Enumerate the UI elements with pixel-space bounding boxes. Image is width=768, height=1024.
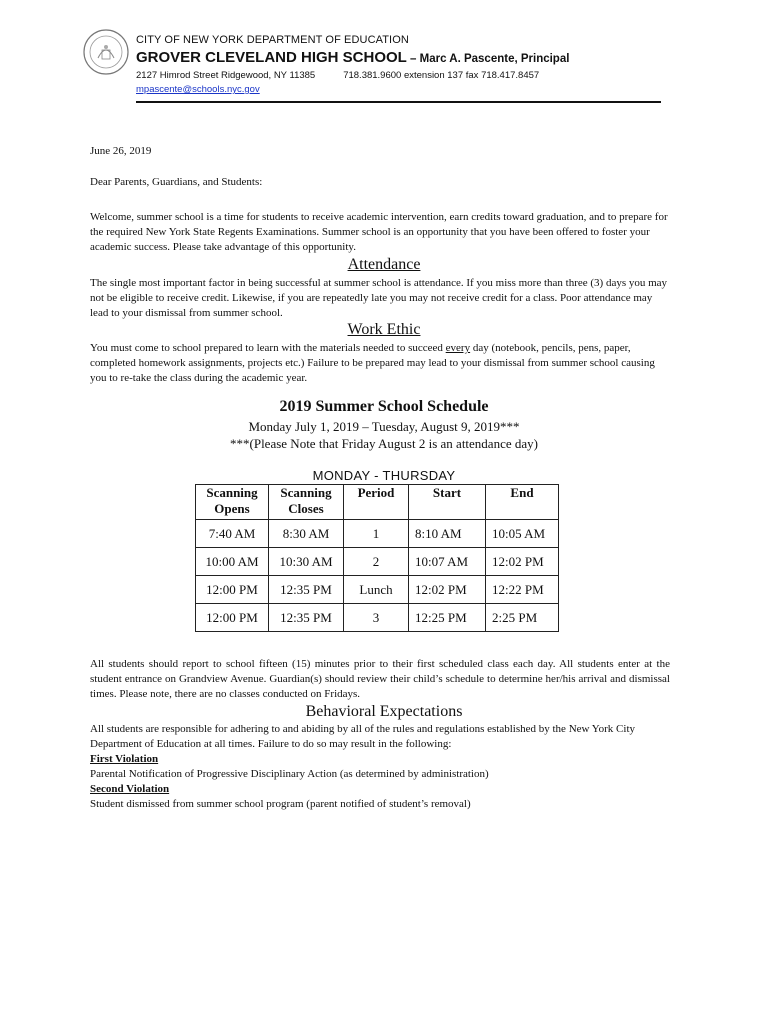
schedule-note: ***(Please Note that Friday August 2 is an attendance day) xyxy=(230,436,538,451)
table-cell: 10:07 AM xyxy=(409,548,486,576)
work-ethic-paragraph xyxy=(90,341,670,386)
work-ethic-text-2: day (notebook, pencils, pens, paper, completed homework assignments, projects etc.) Failure to be prepared may lead to your dismissal from summer school causing you to re-take the class during the academic year. xyxy=(90,342,655,384)
address-line xyxy=(136,70,569,81)
school-name-line xyxy=(136,49,569,66)
schedule-header-row xyxy=(196,485,559,520)
schedule-dates: Monday July 1, 2019 – Tuesday, August 9, 2019*** xyxy=(248,419,520,434)
table-cell: 12:35 PM xyxy=(269,604,344,632)
letter-date: June 26, 2019 xyxy=(90,145,152,157)
table-cell: 12:22 PM xyxy=(486,576,559,604)
arrival-paragraph: All students should report to school fifteen (15) minutes prior to their first scheduled class each day. All students enter at the student entrance on Grandview Avenue. Guardian(s) should review their child’s schedule to determine her/his arrival and dismissal times. Please note, there are no classes conducted on Fridays. xyxy=(90,658,670,700)
schedule-title: 2019 Summer School Schedule xyxy=(279,398,489,415)
intro-paragraph: Welcome, summer school is a time for students to receive academic intervention, earn credits toward graduation, and to prepare for the required New York State Regents Examinations. Summer school is an opportunity that you have been offered to foster your academic success. Please take advantage of this opportunity. xyxy=(90,211,668,253)
principal-name: – Marc A. Pascente, Principal xyxy=(406,53,570,65)
table-cell: 3 xyxy=(344,604,409,632)
salutation: Dear Parents, Guardians, and Students: xyxy=(90,176,263,188)
table-row xyxy=(196,520,559,548)
attendance-heading: Attendance xyxy=(347,256,421,273)
second-violation-text: Student dismissed from summer school program (parent notified of student’s removal) xyxy=(90,798,471,810)
table-cell: 12:02 PM xyxy=(409,576,486,604)
letterhead xyxy=(136,34,569,95)
letterhead-divider xyxy=(136,101,661,103)
table-row xyxy=(196,576,559,604)
table-cell: 2 xyxy=(344,548,409,576)
table-cell: 10:30 AM xyxy=(269,548,344,576)
table-cell: 7:40 AM xyxy=(196,520,269,548)
table-cell: 12:25 PM xyxy=(409,604,486,632)
table-row xyxy=(196,548,559,576)
table-cell: 12:02 PM xyxy=(486,548,559,576)
attendance-paragraph: The single most important factor in being successful at summer school is attendance. If you miss more than three (3) days you may not be eligible to receive credit. Likewise, if you are repeatedly late you may not receive credit for a class. Poor attendance may lead to your dismissal from summer school. xyxy=(90,277,668,319)
work-ethic-heading: Work Ethic xyxy=(347,321,421,338)
second-violation-label: Second Violation xyxy=(90,783,170,795)
schedule-caption: MONDAY - THURSDAY xyxy=(312,468,456,483)
column-header-scanning-opens: Scanning Opens xyxy=(196,485,269,520)
school-phone: 718.381.9600 extension 137 fax 718.417.8457 xyxy=(343,70,540,81)
table-cell: 10:00 AM xyxy=(196,548,269,576)
first-violation-text: Parental Notification of Progressive Disciplinary Action (as determined by administration) xyxy=(90,768,489,780)
work-ethic-text-1: You must come to school prepared to learn with the materials needed to succeed xyxy=(90,342,446,354)
principal-email-link[interactable]: mpascente@schools.nyc.gov xyxy=(136,84,260,95)
nyc-doe-seal-icon xyxy=(82,28,130,76)
column-header-start: Start xyxy=(409,485,486,520)
table-cell: 8:10 AM xyxy=(409,520,486,548)
table-cell: Lunch xyxy=(344,576,409,604)
table-row xyxy=(196,604,559,632)
table-cell: 8:30 AM xyxy=(269,520,344,548)
table-cell: 2:25 PM xyxy=(486,604,559,632)
table-cell: 1 xyxy=(344,520,409,548)
school-name: GROVER CLEVELAND HIGH SCHOOL xyxy=(136,49,407,66)
schedule-table xyxy=(195,484,559,632)
department-name: CITY OF NEW YORK DEPARTMENT OF EDUCATION xyxy=(136,34,409,46)
table-cell: 12:35 PM xyxy=(269,576,344,604)
column-header-scanning-closes: Scanning Closes xyxy=(269,485,344,520)
column-header-end: End xyxy=(486,485,559,520)
school-address: 2127 Himrod Street Ridgewood, NY 11385 xyxy=(136,70,316,81)
table-cell: 10:05 AM xyxy=(486,520,559,548)
work-ethic-emphasis: every xyxy=(445,342,471,354)
behavior-paragraph: All students are responsible for adhering to and abiding by all of the rules and regulations established by the New York City Department of Education at all times. Failure to do so may result in the following: xyxy=(90,723,636,750)
first-violation-label: First Violation xyxy=(90,753,159,765)
column-header-period: Period xyxy=(344,485,409,520)
table-cell: 12:00 PM xyxy=(196,604,269,632)
table-cell: 12:00 PM xyxy=(196,576,269,604)
behavior-heading: Behavioral Expectations xyxy=(305,703,463,720)
